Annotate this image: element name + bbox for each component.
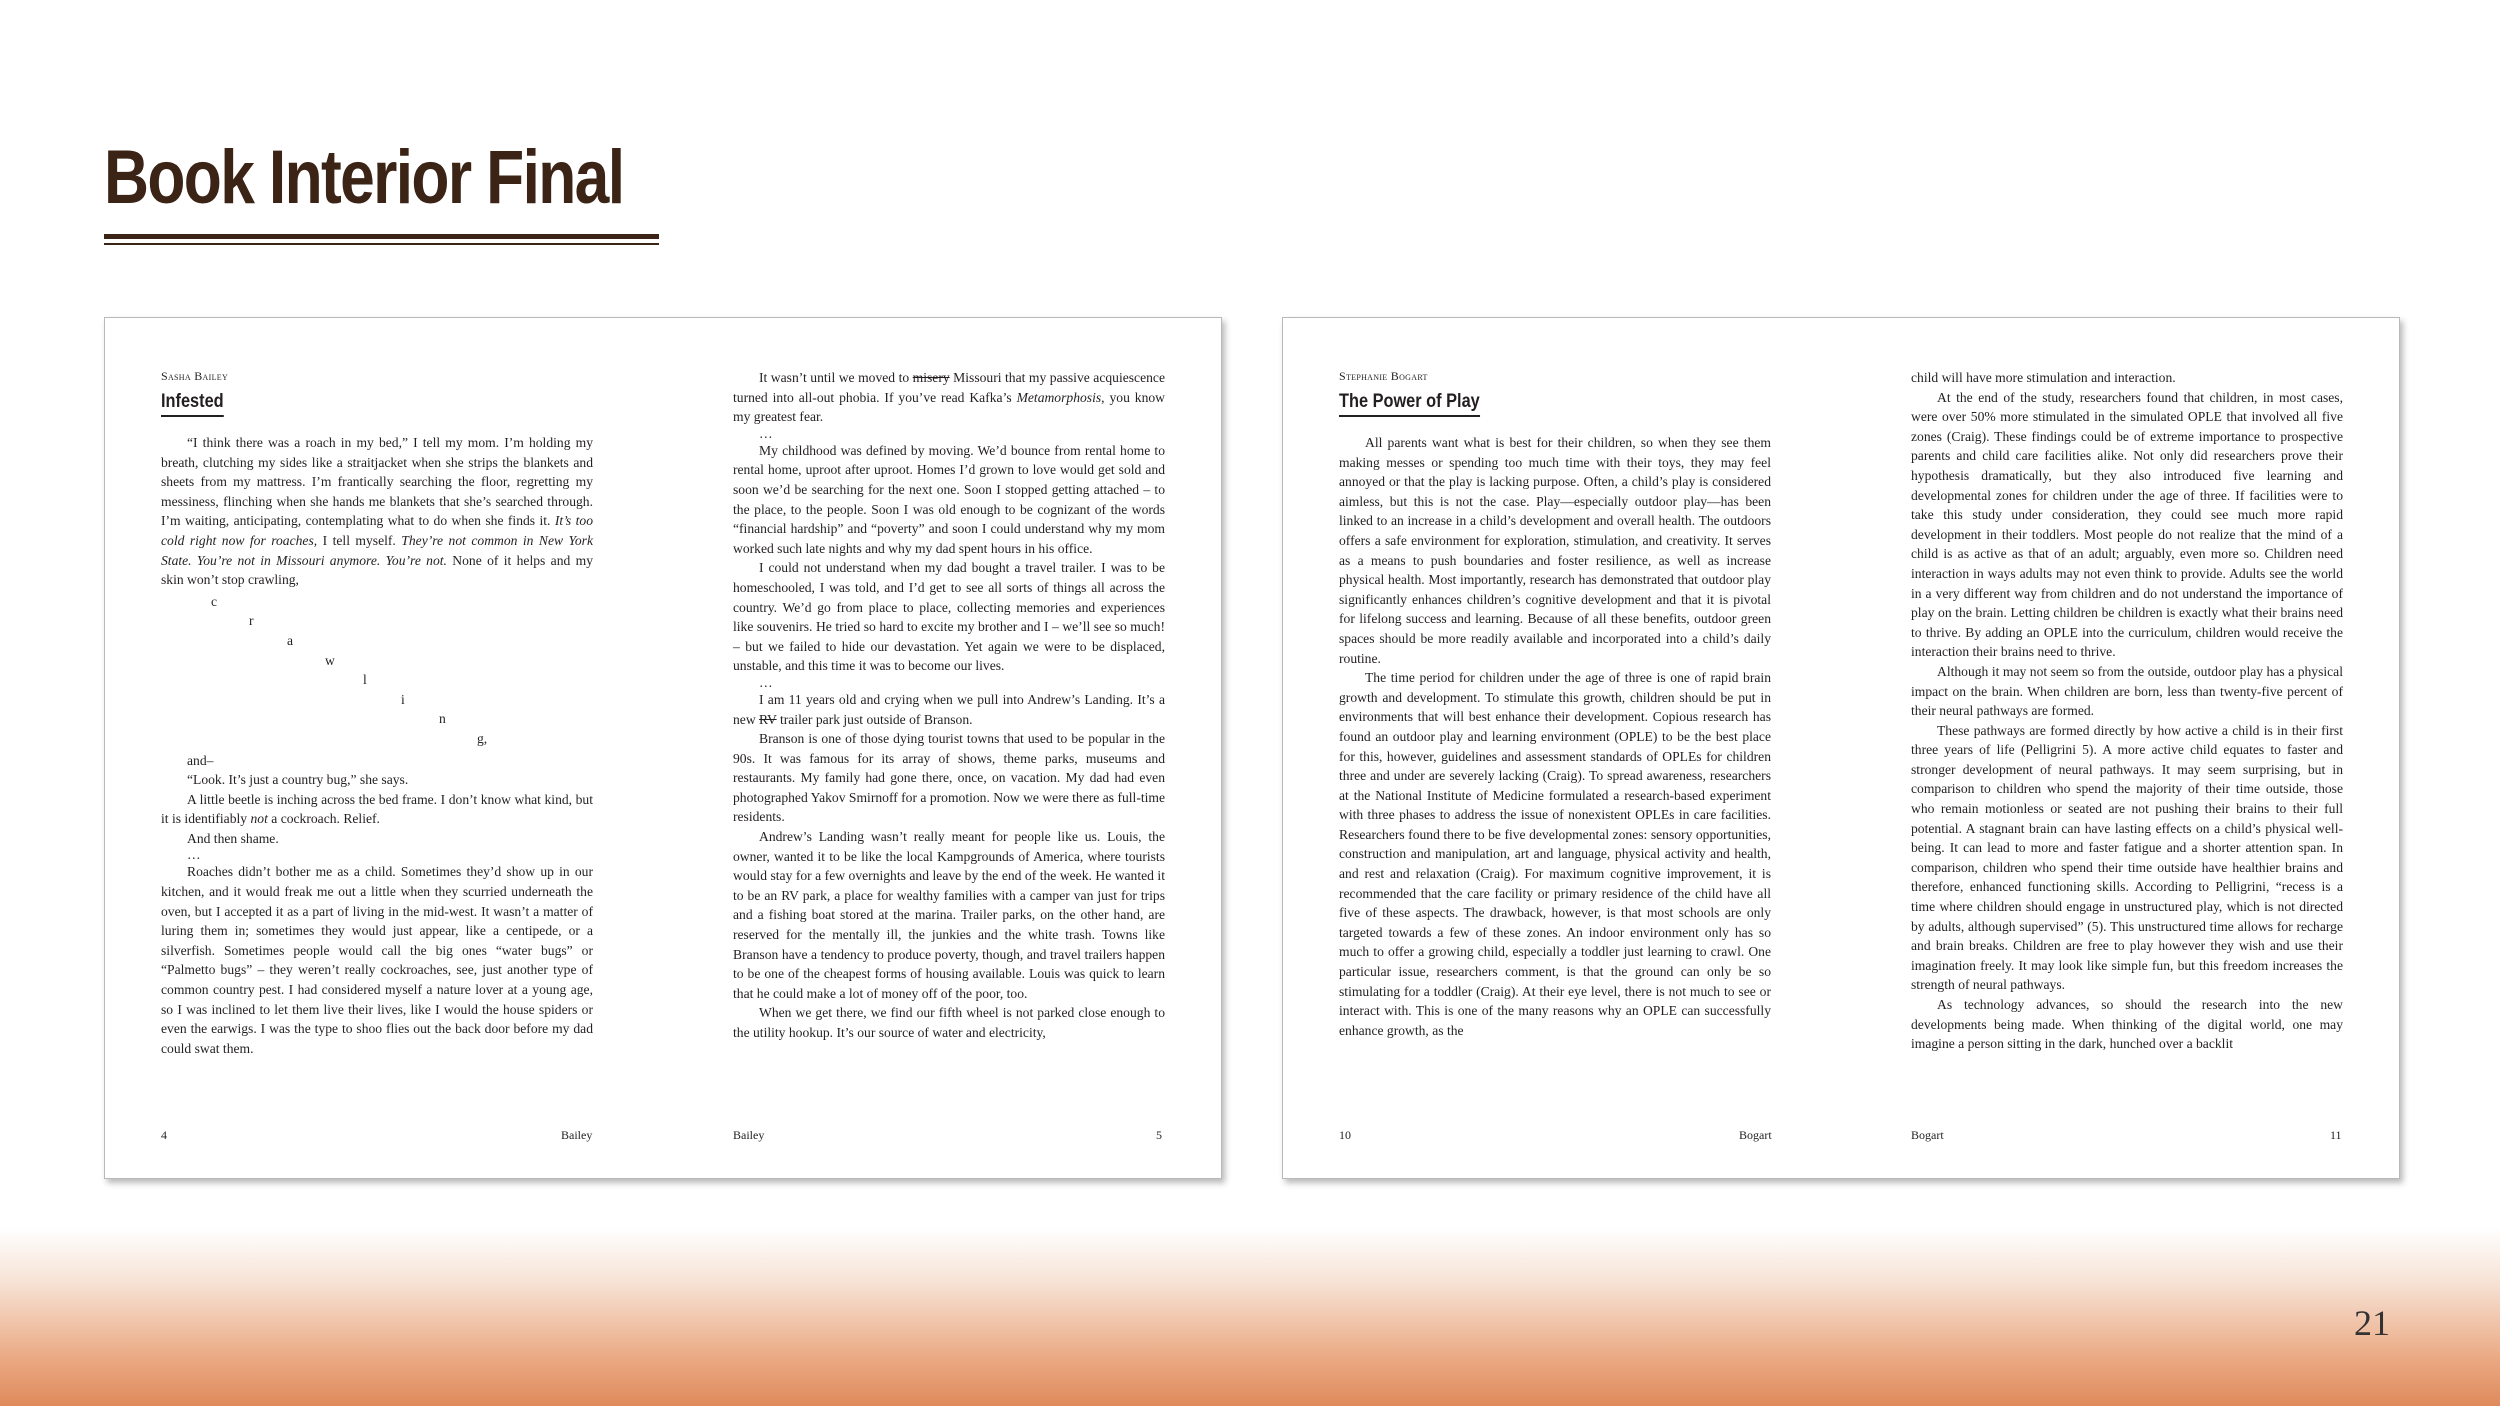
slide-title: Book Interior Final: [104, 135, 624, 220]
story-title: Infested: [161, 390, 224, 417]
page-number: 11: [2330, 1128, 2342, 1142]
paragraph: Roaches didn’t bother me as a child. Sometimes they’d show up in our kitchen, and it would freak me out a little when they scurried underneath the oven, but I accepted it as a part of living in the mid-west. It wasn’t a matter of luring them in; sometimes they would just appear, like a centipede, or a silverfish. Sometimes people would call the big ones “water bugs” or “Palmetto bugs” – they weren’t really cockroaches, see, just another type of common country pest. I had considered myself a nature lover at a young age, so I was inclined to let them live their lives, like I would the house spiders or even the earwigs. I was the type to shoo flies out the back door before my dad could swat them.: [161, 864, 593, 1056]
paragraph: When we get there, we find our fifth wheel is not parked close enough to the utility hookup. It’s our source of water and electricity,: [733, 1005, 1165, 1040]
paragraph: I could not understand when my dad bought a travel trailer. I was to be homeschooled, I was told, and I’d get to see all sorts of things all across the country. We’d go from place to place, collecting memories and experiences like souvenirs. He tried so hard to excite my brother and I – we’ll see so much! – but we failed to hide our devastation. Yet again we were to be displaced, unstable, and this time it was to become our lives.: [733, 560, 1165, 674]
paragraph: and–: [187, 752, 214, 768]
page-5: [733, 368, 1165, 1043]
page-4: [161, 368, 593, 1058]
page-number: 4: [161, 1128, 167, 1142]
book-spread-bailey: [104, 317, 1222, 1179]
paragraph: A little beetle is inching across the bed frame. I don’t know what kind, but it is identifiably not a cockroach. Relief.: [161, 791, 593, 827]
paragraph: The time period for children under the age of three is one of rapid brain growth and development. To stimulate this growth, children should be put in environments that will best enhance their development. Copious research has found an outdoor play and learning environment (OPLE) to be the best place for this, however, guidelines and assessment standards of OPLEs for children three and under are severely lacking (Craig). To spread awareness, researchers at the National Institute of Medicine formulated a research-based experiment with three phases to address the issue of nonexistent OPLEs in care facilities. Researchers found there to be five developmental zones: sensory opportunities, construction and manipulation, art and language, physical activity and health, and rest and relaxation (Craig). For maximum cognitive improvement, it is recommended that the care facility or primary residence of the child have all five of these aspects. The drawback, however, is that most schools are only targeted towards a few of these zones. An indoor environment only has so much to offer a growing child, especially a toddler just learning to crawl. One particular issue, researchers comment, is that the ground can only be so stimulating for a toddler (Craig). At their eye level, there is not much to see or interact with. This is one of the many reasons why an OPLE can successfully enhance growth, as the: [1339, 670, 1771, 1038]
author-name: Stephanie Bogart: [1339, 369, 1428, 383]
title-underline-thin: [104, 243, 659, 245]
paragraph: “I think there was a roach in my bed,” I tell my mom. I’m holding my breath, clutching my sides like a straitjacket when she strips the blankets and sheets from my mattress. I’m frantically searching the floor, regretting my messiness, flinching when she hands me blankets that she’s searched through. I’m waiting, anticipating, contemplating what to do when she finds it. It’s too cold right now for roaches, I tell myself. They’re not common in New York State. You’re not in Missouri anymore. You’re not. None of it helps and my skin won’t stop crawling,: [161, 435, 594, 588]
paragraph: It wasn’t until we moved to misery Missouri that my passive acquiescence turned into all-out phobia. If you’ve read Kafka’s Metamorphosis, you know my greatest fear.: [733, 370, 1165, 425]
crawl-letter: l: [363, 672, 367, 688]
paragraph: “Look. It’s just a country bug,” she says.: [187, 772, 409, 788]
page-11: [1911, 368, 2343, 1054]
paragraph: These pathways are formed directly by how active a child is in their first three years of life (Pelligrini 5). A more active child equates to faster and stronger development of neural pathways. It may seem surprising, but in comparison to children who spend the majority of their time outside, those who remain motionless or seated are not pushing their brains to their full potential. A stagnant brain can have lasting effects on a child’s physical well-being. It can lead to more and faster fatigue and a shorter attention span. In comparison, children who spend their time outside have healthier brains and therefore, enhanced functioning skills. According to Pelligrini, “recess is a time where children should engage in unstructured play, which is not directed by adults, although supervised” (5). This unstructured time allows for recharge and brain breaks. Children are free to play however they wish and use their imagination freely. It may look like simple fun, but this freedom increases the strength of neural pathways.: [1911, 722, 2343, 993]
paragraph: All parents want what is best for their children, so when they see them making messes or spending too much time with their toys, they may feel annoyed or that the play is lacking purpose. Often, a child’s play is considered aimless, but this is not the case. Play—especially outdoor play—has been linked to an increase in a child’s development and overall health. The outdoors offers a safe environment for exploration, stimulation, and creativity. It serves as a means to push boundaries and foster resilience, as well as increase physical health. Most importantly, research has demonstrated that outdoor play significantly enhances children’s cognitive development and that it is pivotal for lifelong success and learning. Because of all these benefits, outdoor green spaces should be more readily available and incorporated into a child’s daily routine.: [1339, 435, 1771, 666]
paragraph: Andrew’s Landing wasn’t really meant for people like us. Louis, the owner, wanted it to be like the local Kampgrounds of America, where tourists would stay for a few overnights and leave by the end of the week. He wanted it to be an RV park, a place for wealthy families with a camper van just for trips and a fishing boat stored at the marina. Trailer parks, on the other hand, are reserved for the mentally ill, the junkies and the white trash. Towns like Branson have a tendency to produce poverty, though, and travel trailers happen to be one of the cheapest forms of housing available. Louis was quick to learn that he could make a lot of money off of the poor, too.: [733, 829, 1165, 1001]
page-number: 10: [1339, 1128, 1351, 1142]
crawl-letter: a: [287, 632, 294, 648]
crawl-letter: n: [439, 711, 446, 727]
author-name: Sasha Bailey: [161, 369, 229, 383]
crawling-letters: [161, 592, 593, 749]
paragraph: Although it may not seem so from the outside, outdoor play has a physical impact on the brain. When children are born, less than twenty-five percent of their neural pathways are formed.: [1911, 663, 2343, 719]
page-number: 5: [1156, 1128, 1162, 1142]
crawl-letter: c: [211, 593, 218, 609]
paragraph: Branson is one of those dying tourist towns that used to be popular in the 90s. It was famous for its array of shows, theme parks, museums and restaurants. My family had gone there, once, on vacation. My dad had even photographed Yakov Smirnoff for a promotion. Now we were there as full-time residents.: [733, 731, 1166, 825]
crawl-letter: r: [249, 613, 254, 629]
running-footer: Bogart: [1911, 1128, 1944, 1142]
section-break: …: [759, 674, 773, 690]
paragraph: I am 11 years old and crying when we pull into Andrew’s Landing. It’s a new RV trailer park just outside of Branson.: [733, 691, 1165, 727]
crawl-letter: g,: [477, 730, 488, 746]
paragraph: At the end of the study, researchers found that children, in most cases, were over 50% more stimulated in the simulated OPLE that involved all five zones (Craig). These findings could be of extreme importance to prospective parents and child care facilities alike. Not only did researchers prove their hypothesis dramatically, but they also introduced five learning and developmental zones for children under the age of three. If facilities were to take this study under consideration, they could see much more rapid development in their toddlers. Most people do not realize that the mind of a child is as active as that of an adult; arguably, even more so. Children need interaction in ways adults may not even think to provide. Adults see the world in a very different way from children and do not understand the importance of play on the brain. Letting children be children is exactly what their brains need to thrive. By adding an OPLE into the curriculum, children would receive the interaction their brains need to thrive.: [1911, 389, 2343, 660]
title-underline-thick: [104, 234, 659, 239]
crawl-letter: i: [401, 691, 405, 707]
book-spread-bogart: [1282, 317, 2400, 1179]
slide-number: 21: [2354, 1303, 2390, 1343]
paragraph: My childhood was defined by moving. We’d bounce from rental home to rental home, uproot after uproot. Homes I’d grown to love would get sold and soon we’d be searching for the next one. Soon I stopped getting attached – to the place, to the people. Soon I was old enough to be cognizant of the words “financial hardship” and “poverty” and soon I could understand why my mom worked such late nights and why my dad spent hours in his office.: [733, 442, 1165, 556]
paragraph: As technology advances, so should the research into the new developments being made. When thinking of the digital world, one may imagine a person sitting in the dark, hunched over a backlit: [1911, 997, 2343, 1052]
section-break: …: [187, 847, 201, 863]
page-10: [1339, 368, 1771, 1040]
running-footer: Bailey: [561, 1128, 593, 1142]
running-footer: Bailey: [733, 1128, 765, 1142]
running-footer: Bogart: [1739, 1128, 1772, 1142]
paragraph: child will have more stimulation and interaction.: [1911, 370, 2176, 385]
paragraph: And then shame.: [187, 830, 279, 846]
crawl-letter: w: [325, 652, 335, 668]
essay-title: The Power of Play: [1339, 390, 1480, 417]
section-break: …: [759, 425, 773, 441]
footer-gradient-band: [0, 1228, 2500, 1406]
